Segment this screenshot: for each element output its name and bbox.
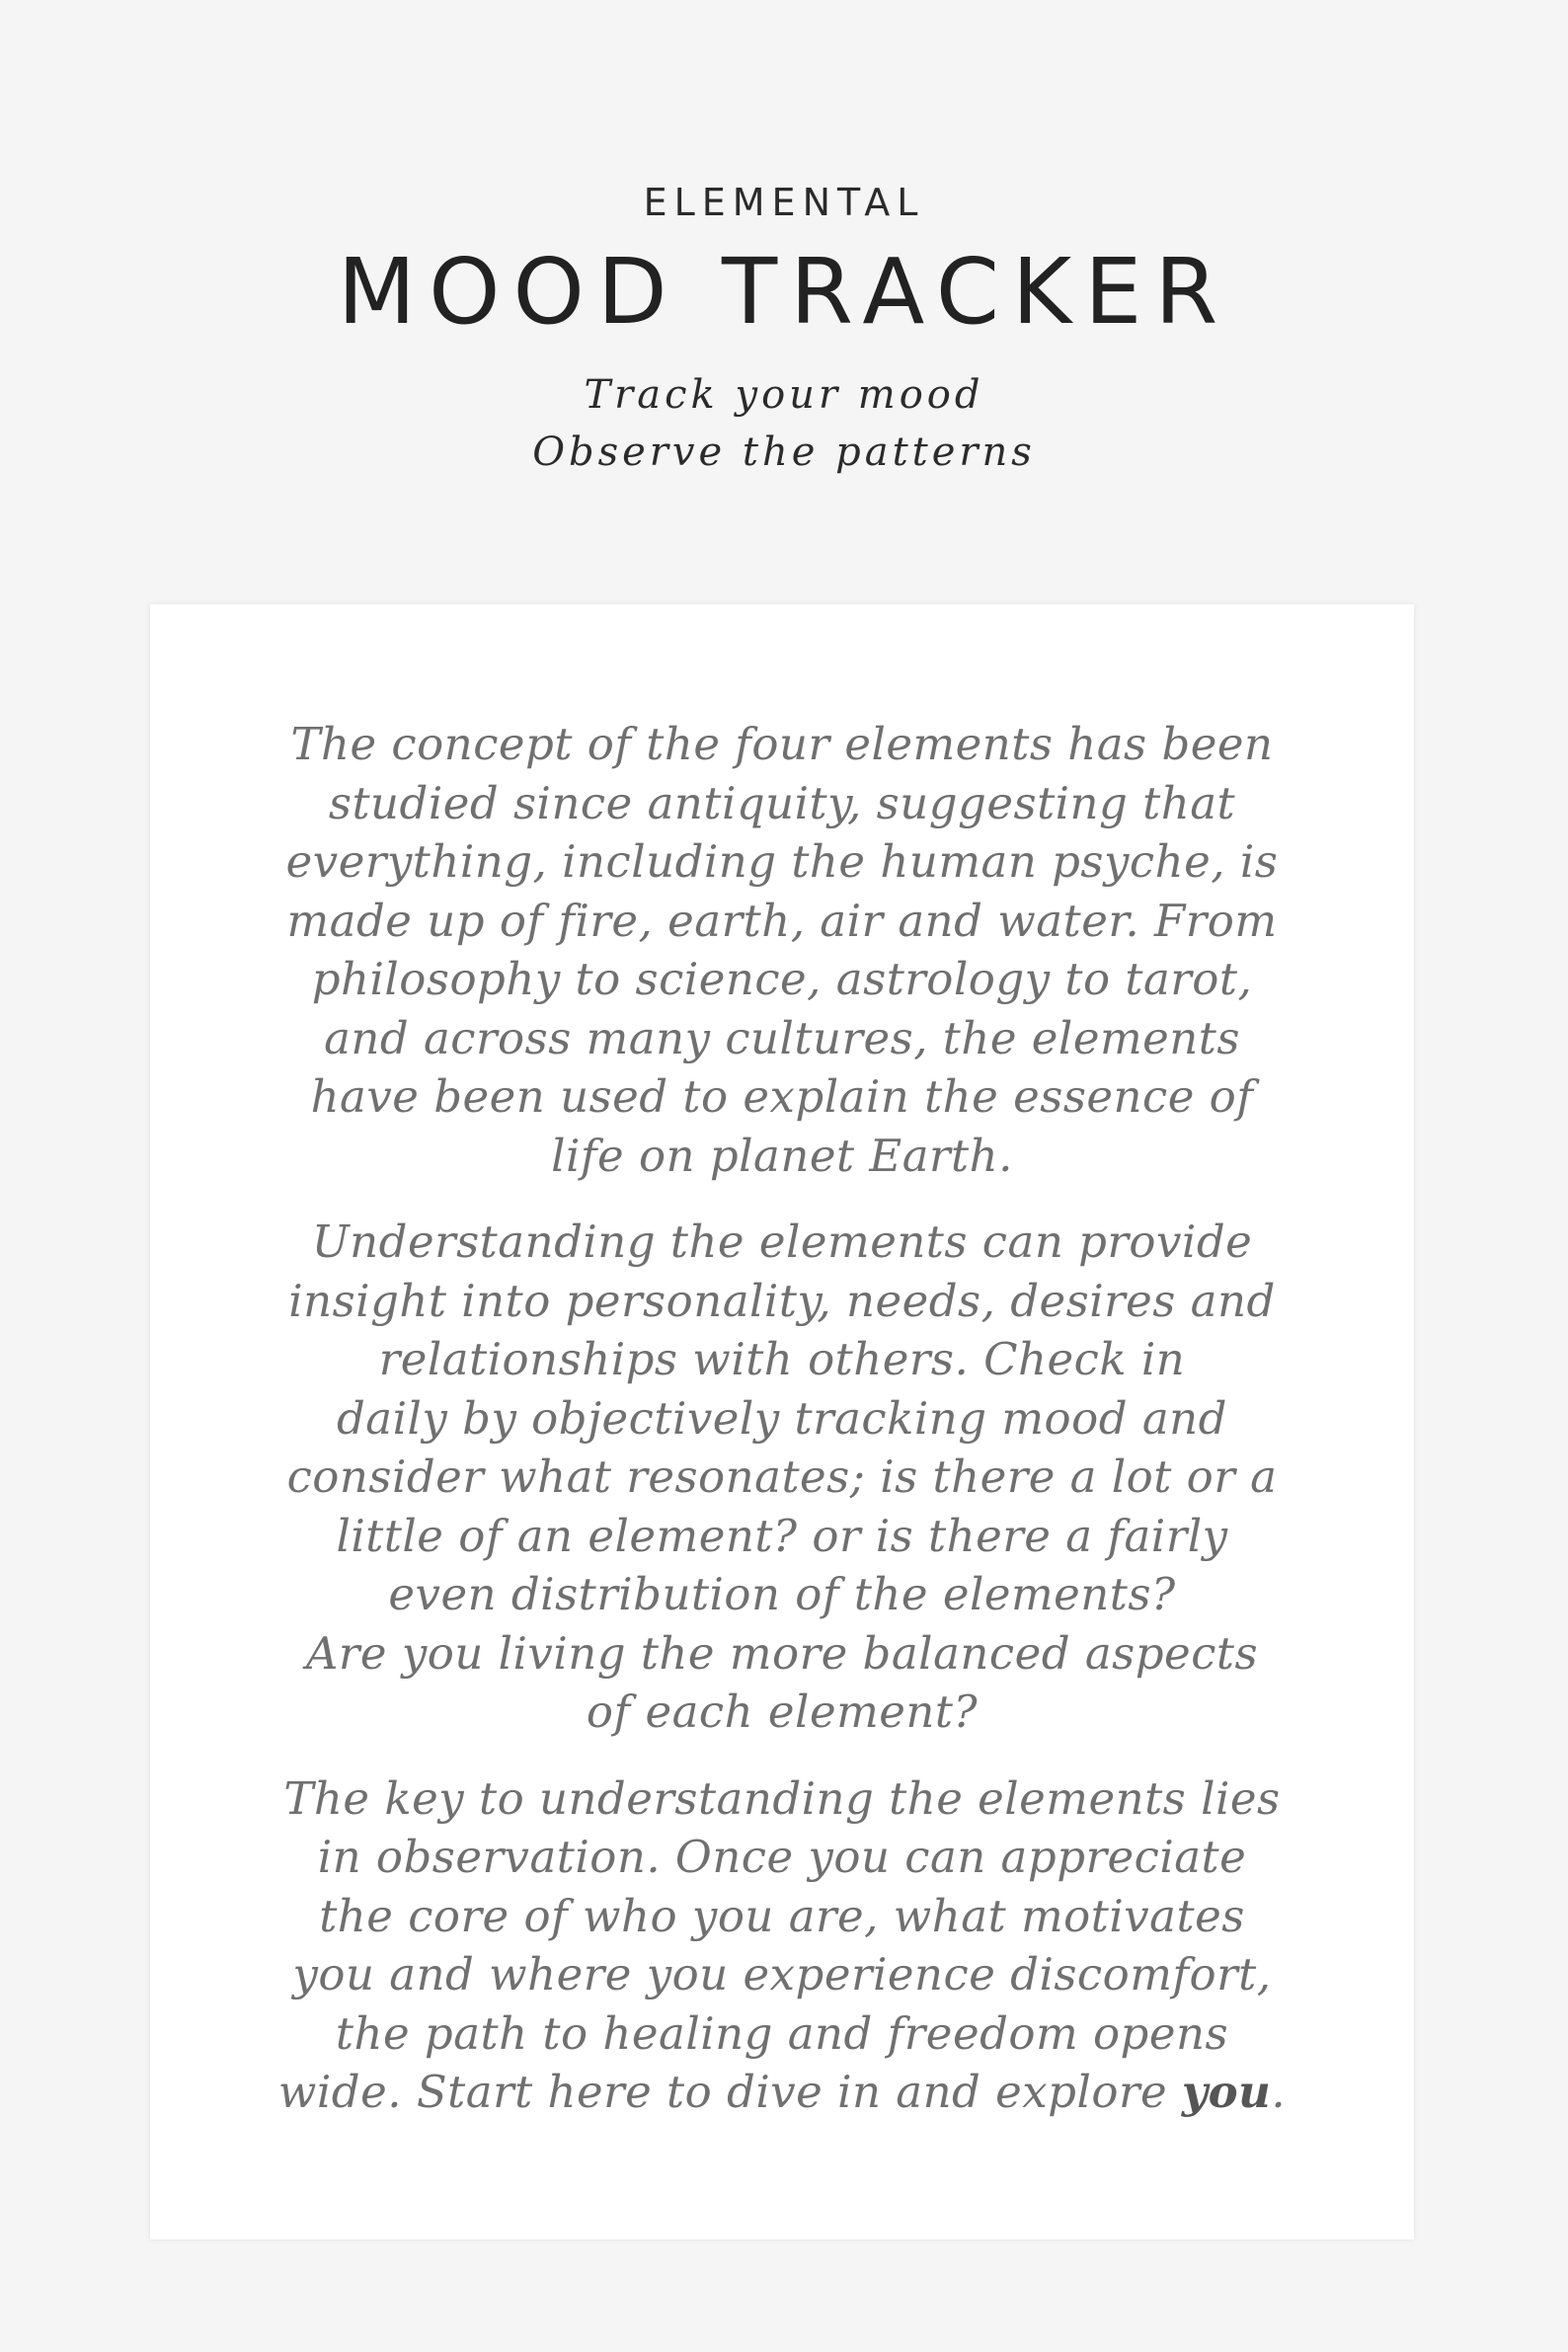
intro-text [150,715,1414,2150]
text-line: you and where you experience discomfort, [292,1948,1272,2000]
text-line: daily by objectively tracking mood and [337,1391,1227,1445]
text-line: have been used to explain the essence of [310,1070,1254,1123]
kicker-label: ELEMENTAL [643,181,925,224]
text-line: the core of who you are, what motivates [319,1889,1245,1942]
emphasis-you: you [1181,2066,1272,2118]
text-line: insight into personality, needs, desires and [288,1274,1276,1327]
text-line: even distribution of the elements? [388,1568,1176,1620]
text-line: of each element? [586,1686,979,1738]
text-line: The concept of the four elements has been [290,718,1274,770]
text-line: everything, including the human psyche, is [285,835,1279,888]
text-line: Are you living the more balanced aspects [305,1626,1259,1680]
intro-card [150,604,1414,2239]
text-line: in observation. Once you can appreciate [317,1831,1247,1883]
text-line: relationships with others. Check in [378,1333,1186,1385]
text-line: made up of fire, earth, air and water. From [286,894,1278,947]
text-line: The key to understanding the elements lies [283,1771,1281,1825]
text-line: little of an element? or is there a fairly [336,1509,1228,1562]
text-line-final [150,2063,1414,2122]
text-line: the path to healing and freedom opens [335,2006,1229,2060]
text-line: life on planet Earth. [551,1129,1013,1182]
text-line: Understanding the elements can provide [311,1215,1253,1268]
text-line: consider what resonates; is there a lot or a [286,1450,1278,1503]
tagline-line-2: Observe the patterns [532,430,1036,475]
final-line-text: wide. Start here to dive in and explore [277,2066,1182,2118]
text-line: studied since antiquity, suggesting that [328,776,1236,829]
page-title: MOOD TRACKER [337,239,1231,345]
text-line: and across many cultures, the elements [324,1011,1240,1064]
tagline-line-1: Track your mood [584,372,984,418]
paragraph-3 [150,1769,1414,2122]
paragraph-2 [150,1213,1414,1742]
final-line-period: . [1271,2066,1287,2118]
text-line: philosophy to science, astrology to tarot, [311,953,1253,1005]
paragraph-1 [150,715,1414,1185]
